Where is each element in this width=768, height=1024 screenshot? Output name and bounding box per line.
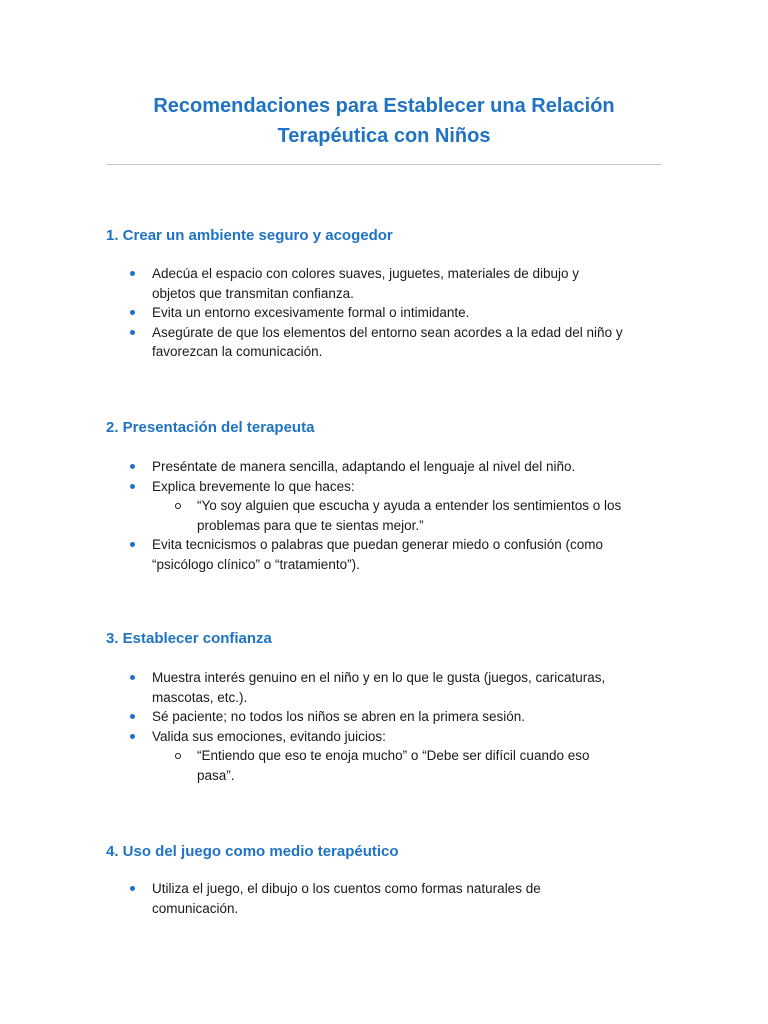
item-text-line: Sé paciente; no todos los niños se abren en la primera sesión. — [152, 709, 525, 725]
item-text-line: pasa”. — [197, 767, 235, 783]
title-line-2: Terapéutica con Niños — [277, 125, 491, 147]
item-text-line: Utiliza el juego, el dibujo o los cuentos como formas naturales de — [152, 881, 541, 896]
item-text-line: “Yo soy alguien que escucha y ayuda a entender los sentimientos o los — [197, 498, 622, 514]
title-divider — [106, 164, 662, 165]
item-text-line: “psicólogo clínico” o “tratamiento”). — [152, 556, 360, 572]
sub-list-item — [106, 496, 662, 535]
bullet-icon — [130, 464, 135, 469]
list-item — [106, 535, 662, 574]
title-line-1: Recomendaciones para Establecer una Relación — [153, 95, 615, 117]
item-text-line: Adecúa el espacio con colores suaves, juguetes, materiales de dibujo y — [152, 266, 580, 281]
circle-bullet-icon — [175, 503, 181, 509]
item-text-line: problemas para que te sientas mejor.” — [197, 517, 424, 533]
section-4 — [106, 842, 662, 918]
section-heading: 2. Presentación del terapeuta — [106, 419, 315, 436]
list-item — [106, 477, 662, 497]
item-text-line: “Entiendo que eso te enoja mucho” o “Debe ser difícil cuando eso — [197, 748, 590, 764]
item-text-line: Valida sus emociones, evitando juicios: — [152, 728, 386, 744]
list-item — [106, 668, 662, 707]
section-heading: 1. Crear un ambiente seguro y acogedor — [106, 227, 393, 244]
bullet-icon — [130, 271, 135, 276]
bullet-icon — [130, 542, 135, 547]
item-text-line: Evita un entorno excesivamente formal o intimidante. — [152, 305, 470, 321]
item-text-line: Explica brevemente lo que haces: — [152, 478, 355, 494]
list-item — [106, 303, 662, 323]
list-item — [106, 727, 662, 747]
bullet-icon — [130, 675, 135, 680]
bullet-list — [106, 457, 662, 575]
bullet-icon — [130, 734, 135, 739]
section-3 — [106, 629, 662, 786]
item-text-line: objetos que transmitan confianza. — [152, 285, 354, 301]
sub-list-item — [106, 746, 662, 785]
section-heading: 4. Uso del juego como medio terapéutico — [106, 843, 399, 860]
bullet-list — [106, 264, 662, 362]
item-text-line: mascotas, etc.). — [152, 689, 248, 705]
list-item — [106, 879, 662, 918]
section-1 — [106, 226, 662, 362]
bullet-icon — [130, 714, 135, 719]
bullet-icon — [130, 484, 135, 489]
item-text-line: Asegúrate de que los elementos del entorno sean acordes a la edad del niño y — [152, 324, 623, 340]
list-item — [106, 323, 662, 362]
section-2 — [106, 418, 662, 575]
list-item — [106, 457, 662, 477]
item-text-line: Evita tecnicismos o palabras que puedan generar miedo o confusión (como — [152, 537, 604, 553]
bullet-list — [106, 668, 662, 786]
item-text-line: Preséntate de manera sencilla, adaptando el lenguaje al nivel del niño. — [152, 459, 576, 474]
bullet-icon — [130, 886, 135, 891]
bullet-icon — [130, 330, 135, 335]
section-heading: 3. Establecer confianza — [106, 630, 272, 647]
bullet-icon — [130, 310, 135, 315]
list-item — [106, 264, 662, 303]
bullet-list — [106, 879, 662, 918]
circle-bullet-icon — [175, 753, 181, 759]
list-item — [106, 707, 662, 727]
item-text-line: favorezcan la comunicación. — [152, 344, 323, 360]
item-text-line: comunicación. — [152, 900, 239, 916]
document-title — [106, 91, 662, 151]
item-text-line: Muestra interés genuino en el niño y en lo que le gusta (juegos, caricaturas, — [152, 670, 606, 685]
